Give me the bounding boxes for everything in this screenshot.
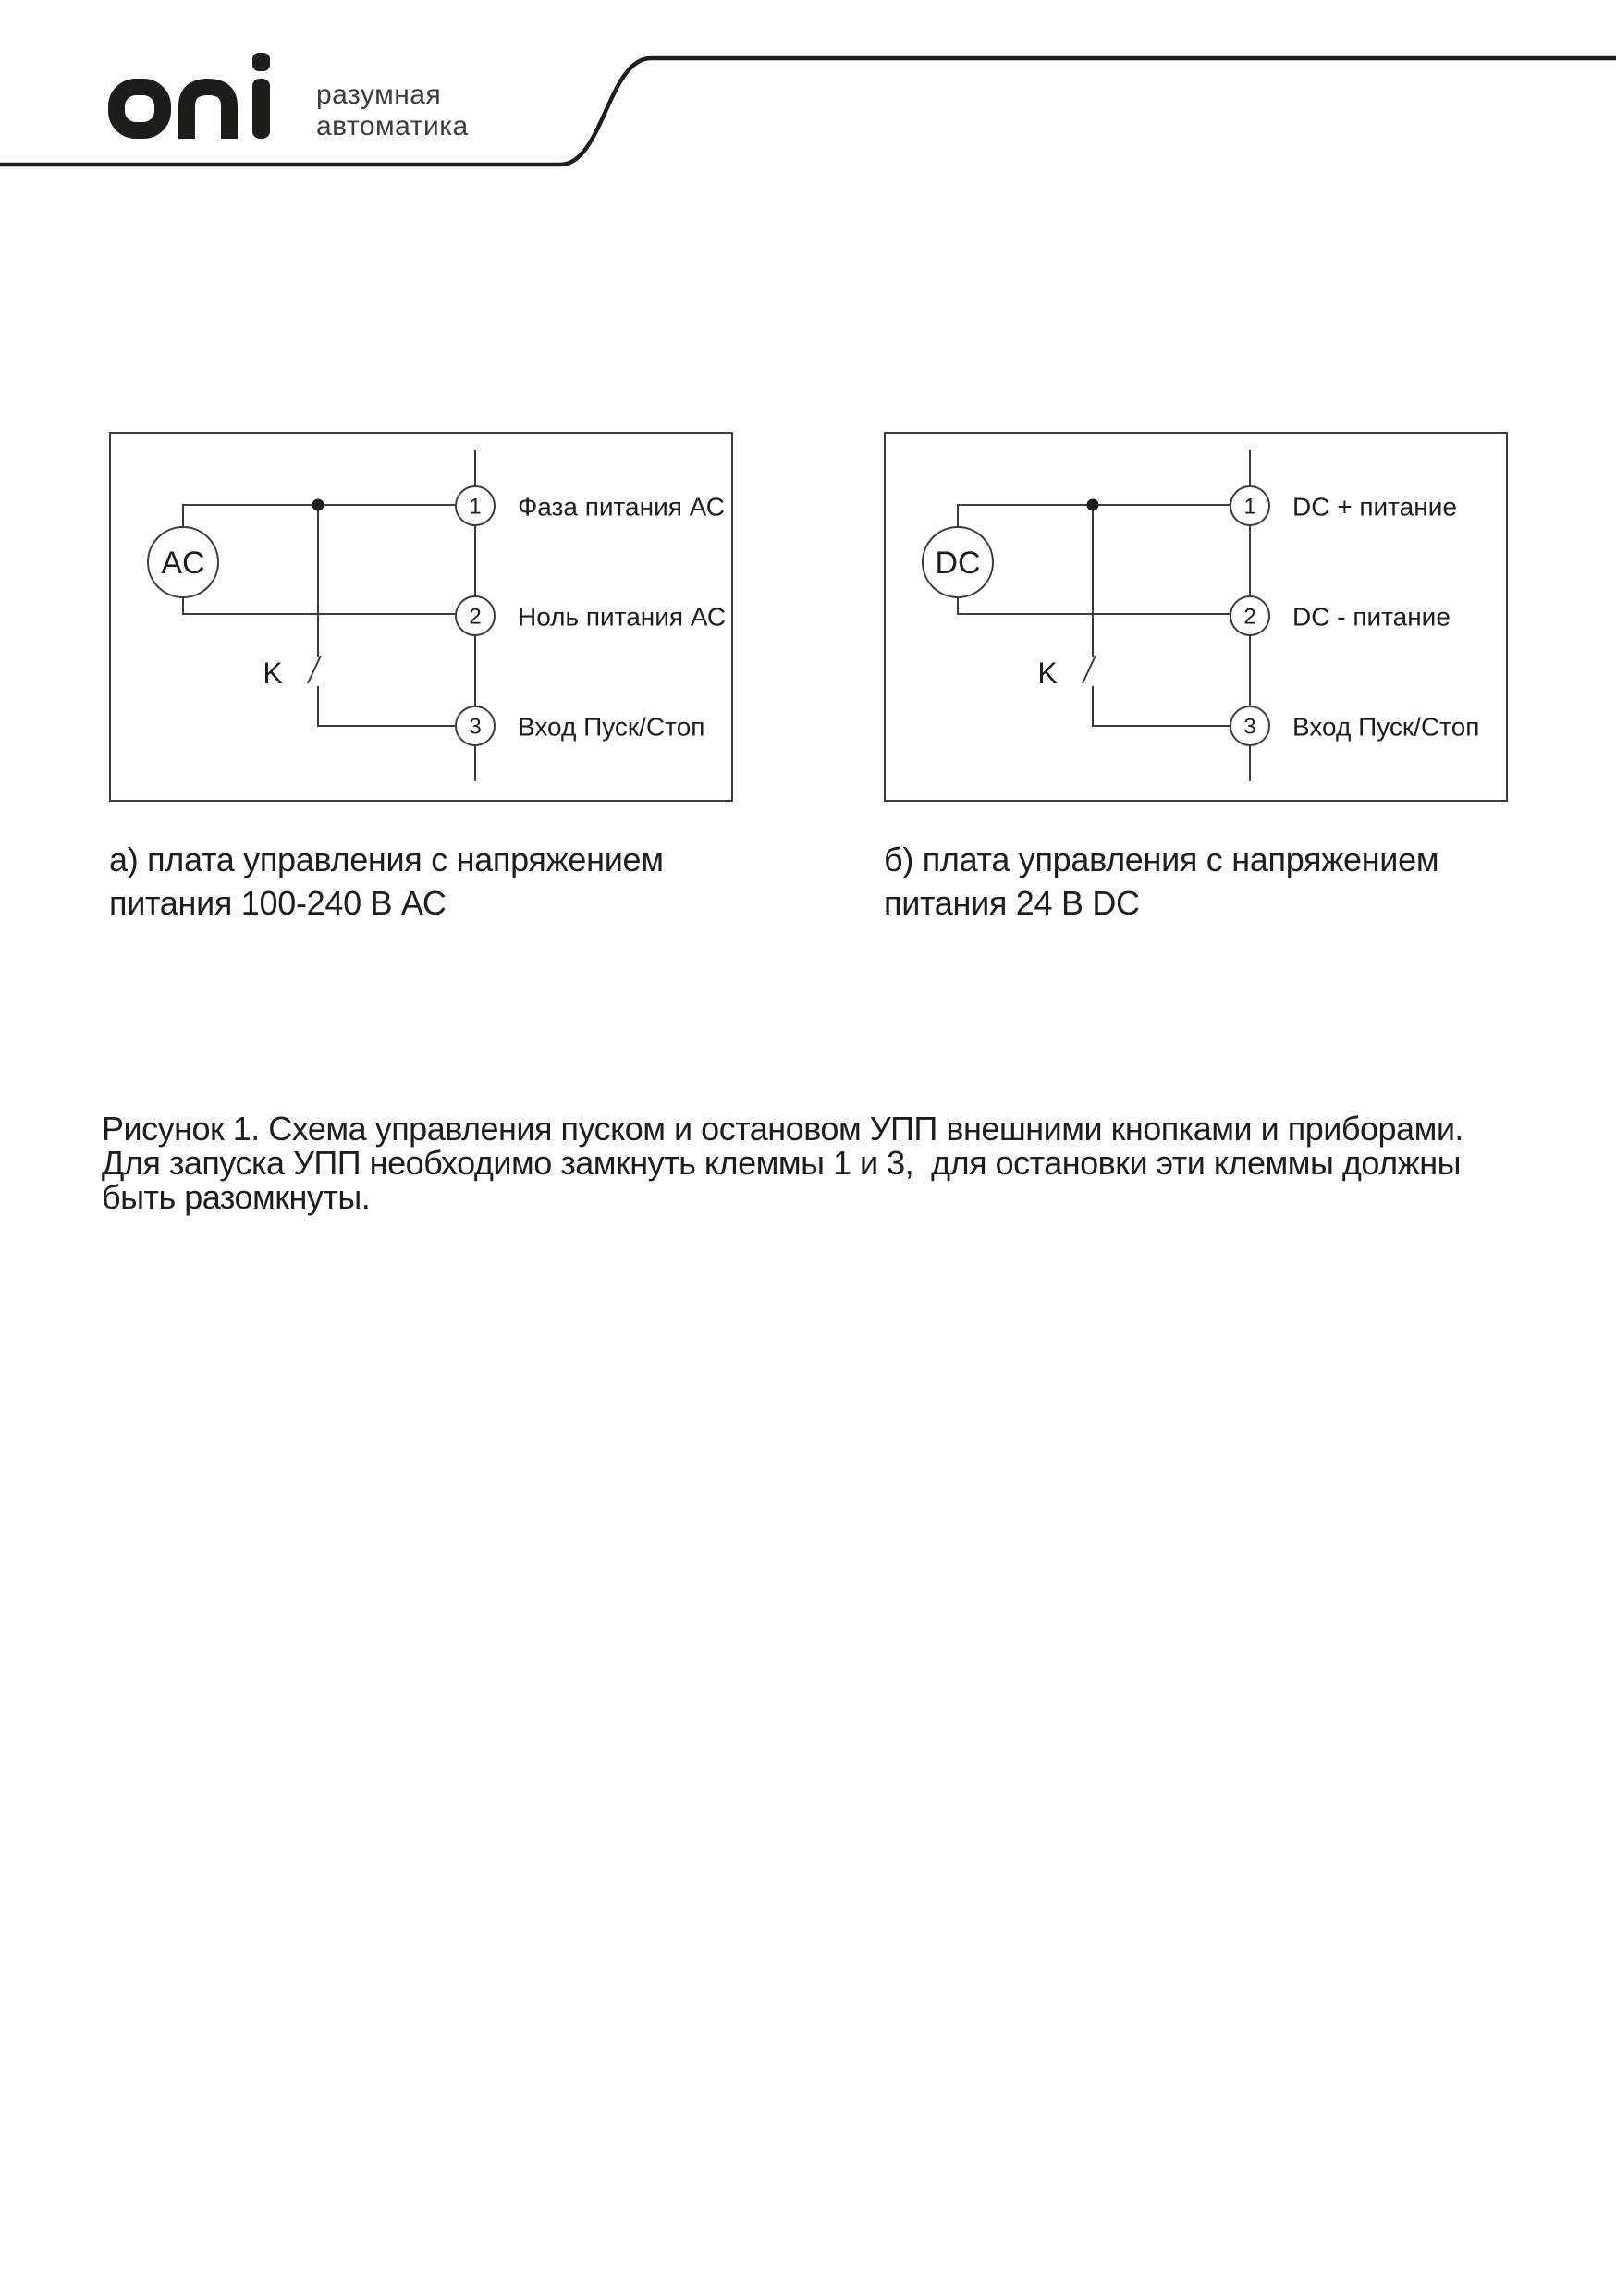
- terminal-2-number: 2: [1243, 604, 1256, 630]
- junction-dot: [312, 499, 324, 511]
- terminal-1-number: 1: [1243, 494, 1256, 520]
- switch-label: K: [263, 657, 283, 690]
- figure-description-line3: быть разомкнуты.: [102, 1178, 371, 1216]
- logo-letters: [116, 87, 229, 139]
- logo-letter-i-dot: [252, 53, 270, 71]
- terminal-3-number: 3: [469, 714, 482, 740]
- caption-dc: [884, 838, 1531, 925]
- logo-letter-o: [116, 87, 163, 130]
- oni-logo: [104, 53, 275, 141]
- switch-blade: [308, 656, 321, 683]
- schematic-dc: [884, 432, 1508, 802]
- logo-letter-i-stem: [252, 79, 270, 139]
- logo-letter-n: [187, 87, 229, 139]
- terminal-2-label: Ноль питания АС: [518, 602, 727, 632]
- terminal-3-label: Вход Пуск/Стоп: [1292, 712, 1480, 742]
- figure-description: [102, 1111, 1544, 1214]
- terminal-3-label: Вход Пуск/Стоп: [518, 712, 705, 742]
- terminal-2-label: DC - питание: [1292, 602, 1451, 632]
- terminal-1-label: DC + питание: [1292, 492, 1457, 522]
- switch-wire-lower: [318, 686, 456, 726]
- source-label: DC: [935, 546, 981, 581]
- logo-tagline: [316, 80, 469, 142]
- junction-dot: [1087, 499, 1099, 511]
- caption-dc-line2: питания 24 В DC: [884, 884, 1140, 922]
- neutral-wire: [183, 597, 456, 614]
- caption-dc-line1: б) плата управления с напряжением: [884, 841, 1439, 878]
- minus-wire: [958, 597, 1230, 614]
- schematic-ac: [109, 432, 733, 802]
- figure-description-line1: Рисунок 1. Схема управления пуском и остановом УПП внешними кнопками и приборами.: [102, 1110, 1463, 1148]
- terminal-3-number: 3: [1243, 714, 1256, 740]
- switch-blade: [1083, 656, 1096, 683]
- switch-label: K: [1037, 657, 1058, 690]
- terminal-2-number: 2: [469, 604, 482, 630]
- source-label: AC: [161, 546, 205, 581]
- caption-ac-line2: питания 100-240 В АС: [109, 884, 447, 922]
- terminal-1-label: Фаза питания АС: [518, 492, 725, 522]
- caption-ac-line1: а) плата управления с напряжением: [109, 841, 664, 878]
- switch-wire-lower: [1093, 686, 1230, 726]
- logo-tagline-line2: автоматика: [316, 111, 469, 141]
- logo-tagline-line1: разумная: [316, 80, 442, 110]
- terminal-1-number: 1: [469, 494, 482, 520]
- figure-description-line2: Для запуска УПП необходимо замкнуть клеммы 1 и 3, для остановки эти клеммы должны: [102, 1144, 1461, 1182]
- caption-ac: [109, 838, 756, 925]
